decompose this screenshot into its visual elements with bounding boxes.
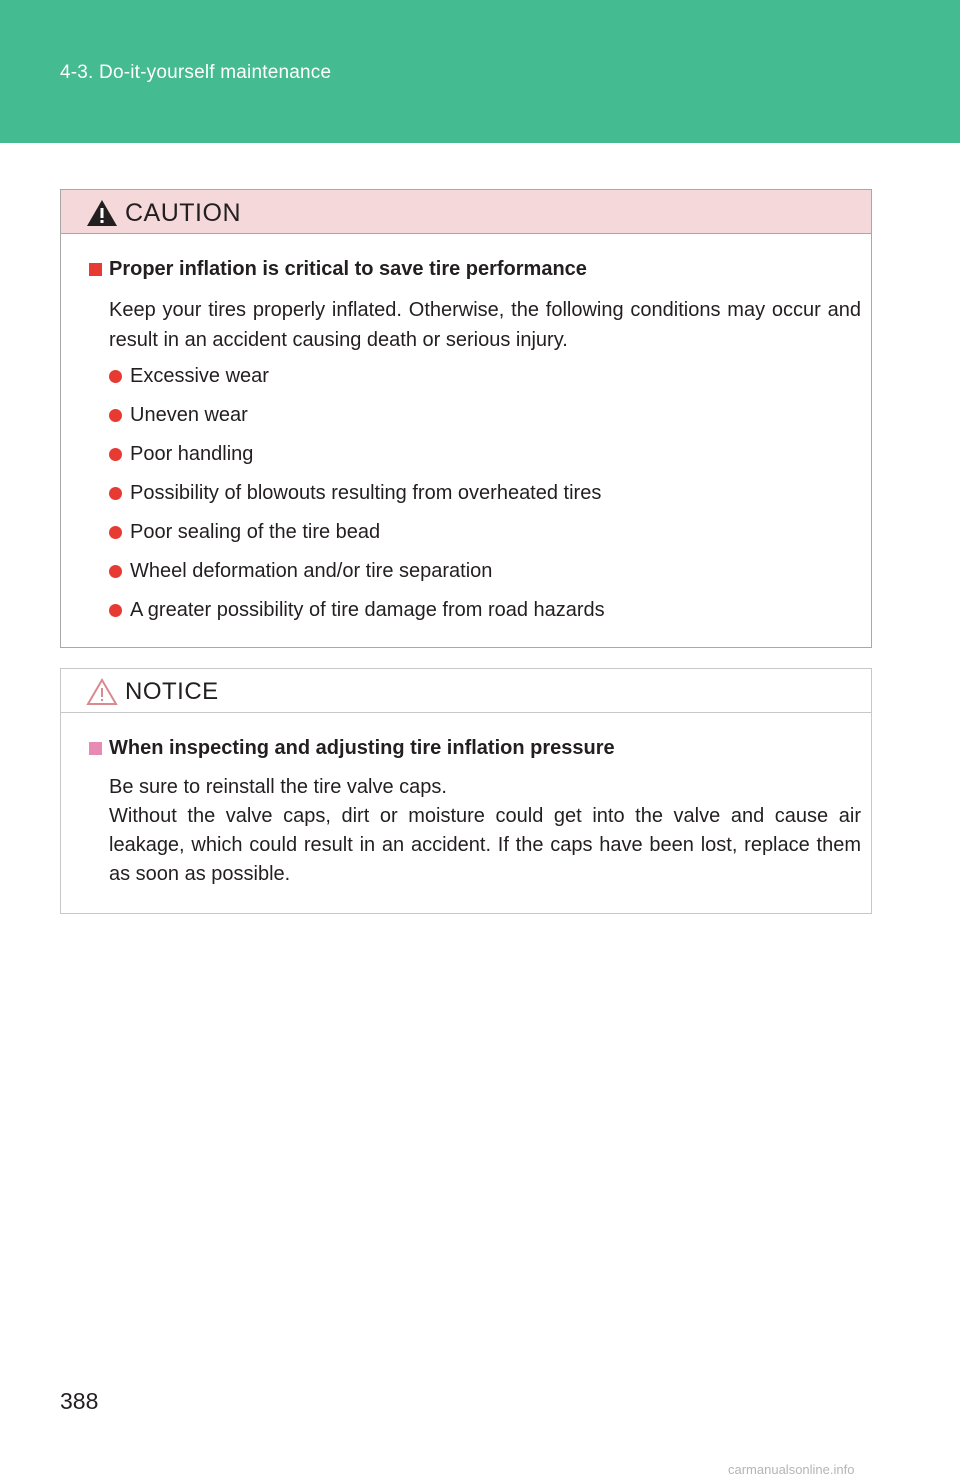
caution-box	[60, 189, 872, 648]
list-item: Uneven wear	[109, 402, 861, 441]
warning-triangle-icon	[85, 198, 119, 228]
caution-label: CAUTION	[125, 199, 241, 227]
bullet-dot-icon	[109, 409, 122, 422]
square-bullet-icon	[89, 742, 102, 755]
header-band	[0, 0, 960, 143]
notice-label: NOTICE	[125, 678, 219, 705]
section-title: 4-3. Do-it-yourself maintenance	[60, 62, 332, 83]
caution-heading	[89, 256, 861, 282]
square-bullet-icon	[89, 263, 102, 276]
notice-body	[109, 773, 861, 889]
list-item: Poor handling	[109, 441, 861, 480]
bullet-dot-icon	[109, 565, 122, 578]
caution-header	[61, 190, 871, 234]
bullet-dot-icon	[109, 370, 122, 383]
list-item: Possibility of blowouts resulting from overheated tires	[109, 480, 861, 519]
notice-heading	[89, 735, 861, 761]
notice-header	[61, 669, 871, 713]
list-item: Excessive wear	[109, 363, 861, 402]
watermark: carmanualsonline.info	[728, 1462, 855, 1477]
list-item: Poor sealing of the tire bead	[109, 519, 861, 558]
caution-intro: Keep your tires properly inflated. Otherwise, the following conditions may occur and result in an accident causing death or serious injury.	[109, 299, 861, 351]
warning-triangle-outline-icon	[85, 677, 119, 707]
notice-heading-text: When inspecting and adjusting tire inflation pressure	[109, 737, 615, 759]
caution-heading-text: Proper inflation is critical to save tire performance	[109, 258, 587, 280]
page-number: 388	[60, 1388, 99, 1414]
notice-line-1: Be sure to reinstall the tire valve caps.	[109, 776, 447, 798]
bullet-dot-icon	[109, 487, 122, 500]
caution-list	[109, 363, 861, 636]
notice-box	[60, 668, 872, 914]
bullet-dot-icon	[109, 448, 122, 461]
bullet-dot-icon	[109, 526, 122, 539]
bullet-dot-icon	[109, 604, 122, 617]
list-item: Wheel deformation and/or tire separation	[109, 558, 861, 597]
notice-line-2: Without the valve caps, dirt or moisture could get into the valve and cause air leakage, which could result in an accident. If the caps have been lost, replace them as soon as possible.	[109, 805, 861, 885]
list-item: A greater possibility of tire damage from road hazards	[109, 597, 861, 636]
